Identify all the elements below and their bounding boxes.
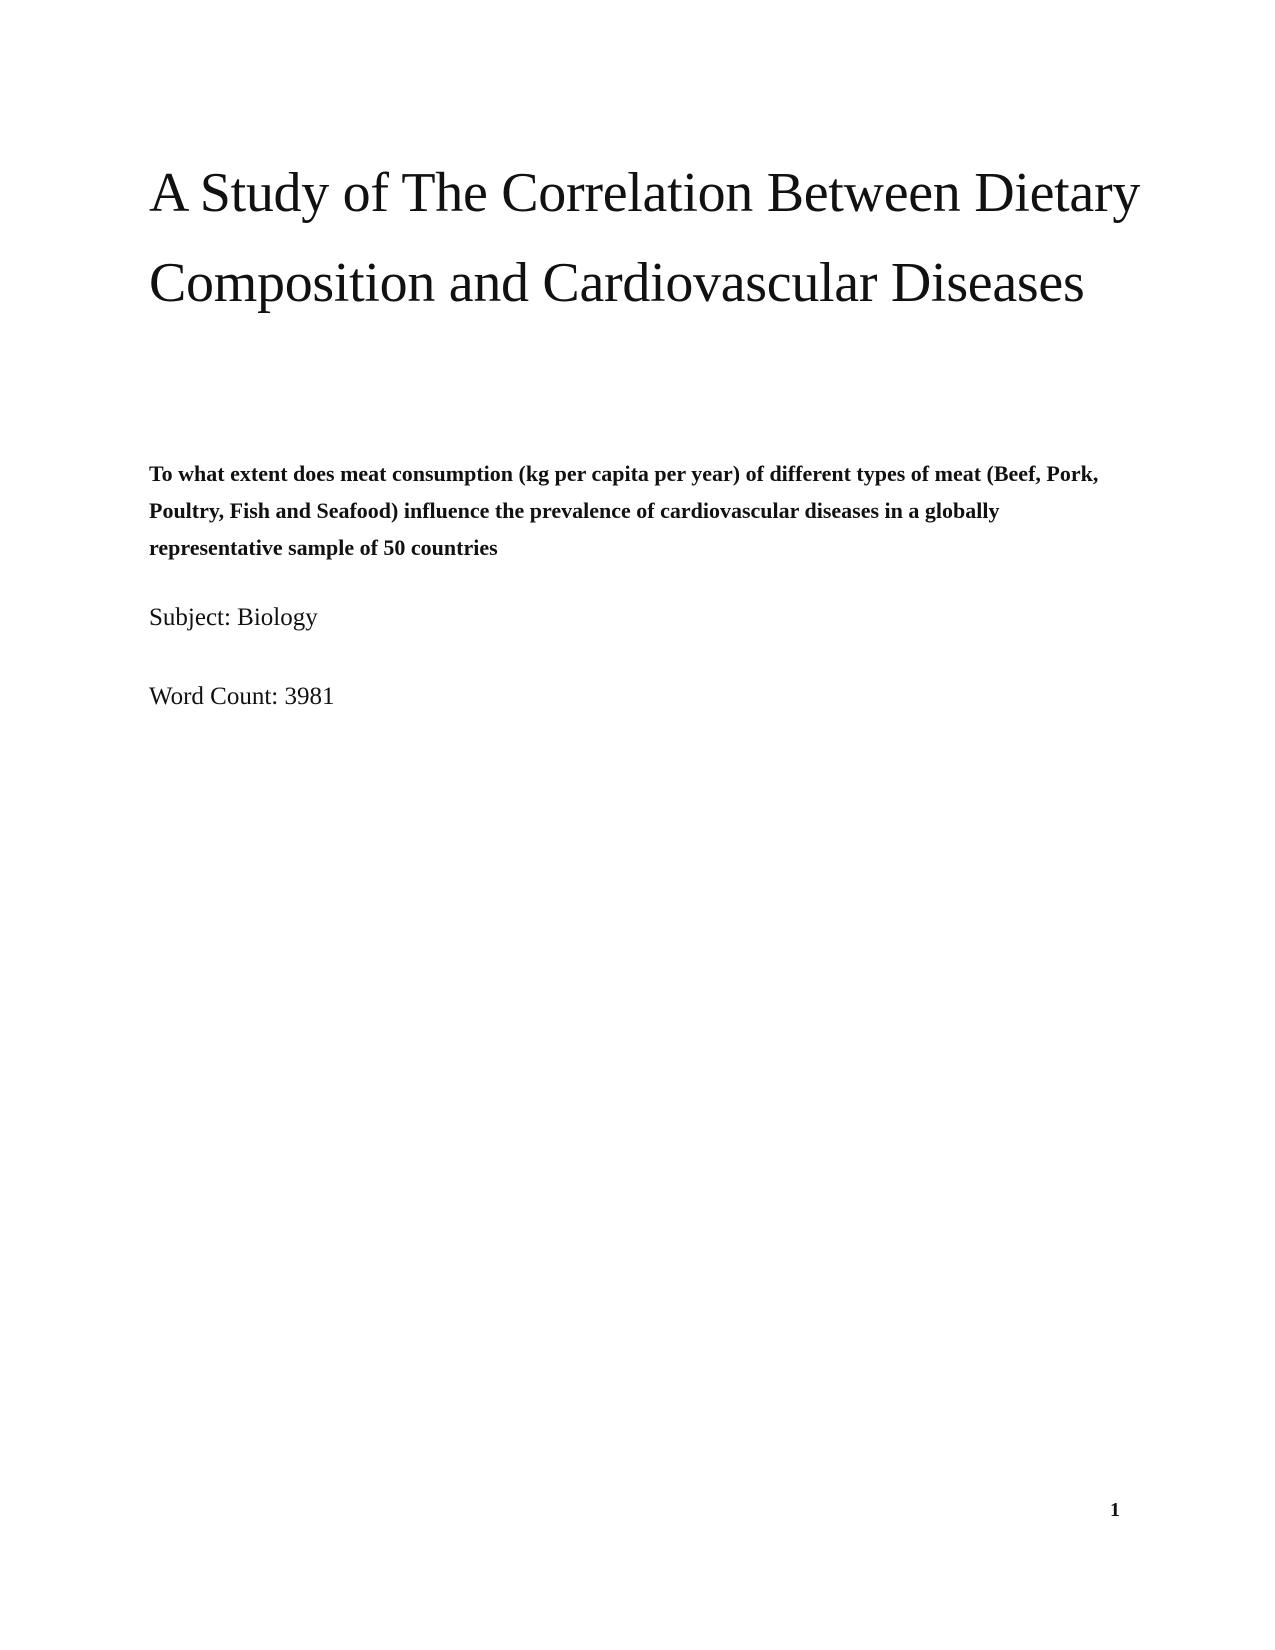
research-question: To what extent does meat consumption (kg per capita per year) of different types of meat (Beef, Pork, Poultry, Fish and Seafood) influence the prevalence of cardiovascular diseases in a globally representative sample of 50 countries (149, 461, 1099, 560)
word-count-line: Word Count: 3981 (149, 683, 335, 710)
document-title: A Study of The Correlation Between Dietary Composition and Cardiovascular Diseases (149, 162, 1141, 314)
subject-line: Subject: Biology (149, 604, 318, 631)
page-number: 1 (1110, 1499, 1120, 1521)
